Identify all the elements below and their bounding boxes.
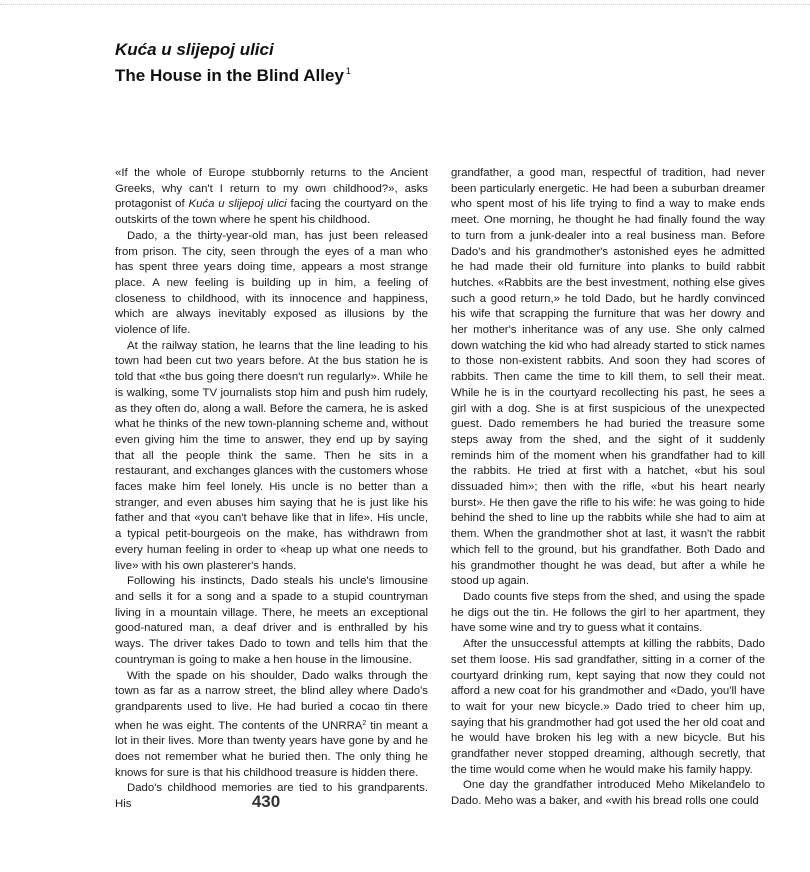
italic-film-title: Kuća u slijepoj ulici xyxy=(188,198,287,211)
title-english xyxy=(115,60,351,87)
article-heading xyxy=(115,40,351,87)
page-number: 430 xyxy=(251,792,281,811)
title-original: Kuća u slijepoj ulici xyxy=(115,40,274,59)
top-rule xyxy=(0,4,810,5)
paragraph: One day the grandfather introduced Meho Mikelanđelo to Dado. Meho was a baker, and «with his bread rolls one could xyxy=(451,779,765,808)
paragraph-text: tin meant a lot in their lives. More than twenty years have gone by and he does not remember what he buried then. The only thing he knows for sure is that his childhood treasure is hidden there. xyxy=(115,719,428,779)
paragraph: Dado, a the thirty-year-old man, has just been released from prison. The city, seen through the eyes of a man who has spent three years doing time, appears a most strange place. A new feeling is building up in him, a feeling of closeness to childhood, with its innocence and happiness, which are always inevitably exposed as illusions by the violence of life. xyxy=(115,229,428,337)
paragraph: Dado counts five steps from the shed, and using the spade he digs out the tin. He follows the girl to her apartment, they have some wine and try to guess what it contains. xyxy=(451,590,765,635)
footnote-marker: 2 xyxy=(362,719,367,727)
paragraph-text: With the spade on his shoulder, Dado walks through the town as far as a narrow street, the blind alley where Dado's grandparents used to live. He had buried a cocao tin there when he was eight. The contents of the UNRRA xyxy=(115,669,428,732)
paragraph-text: «If the whole of Europe stubbornly returns to the Ancient Greeks, why can't I return to my own childhood?», asks protagonist of xyxy=(115,167,428,211)
paragraph: At the railway station, he learns that the line leading to his town had been cut two years before. At the bus station he is told that «the bus going there doesn't run regularly». While he is walking, some TV journalists stop him and push him rudely, as they often do, along a wall. Before the camera, he is asked what he thinks of the new town-planning scheme and, without even giving him the time to answer, they end up by saying that all the people think the same. Then he sits in a restaurant, and exchanges glances with the customers whose faces make him feel lonely. His uncle is no better than a stranger, and even abuses him saying that he is just like his father and that «you can't behave like that in life». His uncle, a typical petit-bourgeois on the make, has withdrawn from every human feeling in order to «heap up what one needs to live» with his own plasterer's hands. xyxy=(115,339,428,572)
text-column-left xyxy=(115,166,428,813)
paragraph-text: facing the courtyard on the outskirts of the town where he spent his childhood. xyxy=(115,198,429,227)
title-english-text: The House in the Blind Alley xyxy=(115,66,344,85)
paragraph xyxy=(115,669,428,782)
text-column-right xyxy=(451,166,765,810)
paragraph xyxy=(115,166,428,229)
paragraph: After the unsuccessful attempts at killing the rabbits, Dado set them loose. His sad grandfather, sitting in a corner of the courtyard drinking rum, kept saying that now they could not afford a new coat for his grandmother and «Dado, you'll have to wait for your new bicycle.» Dado tried to cheer him up, saying that his grandmother had got used the her old coat and he would have broken his leg with a new bicycle. But his grandfather never stopped dreaming, although secretly, that the time would come when he would make his family happy. xyxy=(451,638,765,776)
paragraph: Dado's childhood memories are tied to his grandparents. His xyxy=(115,782,428,811)
paragraph: Following his instincts, Dado steals his uncle's limousine and sells it for a song and a spade to a stupid countryman living in a mountain village. There, he meets an exceptional good-natured man, a deaf driver and is enthralled by his ways. The driver takes Dado to town and tells him that the countryman is going to make a hen house in the limousine. xyxy=(115,575,428,666)
footnote-marker: 1 xyxy=(345,66,351,76)
paragraph: grandfather, a good man, respectful of tradition, had never been particularly energetic. He had been a suburban dreamer who spent most of his life trying to find a way to make ends meet. One morning, he thought he had finally found the way to turn from a junk-dealer into a real business man. Before Dado's and his grandmother's astonished eyes he admitted he had made their old furniture into planks to build rabbit hutches. «Rabbits are the best investment, nothing else gives such a good return,» he told Dado, but he hardly convinced his wife that scrapping the furniture that was her dowry and her mother's inheritance was of any use. She only calmed down watching the kid who had already started to stick names to those non-existent rabbits. And soon they had scores of rabbits. Then came the time to kill them, to sell their meat. While he is in the courtyard recollecting his past, he sees a girl with a dog. She is at first suspicious of the unexpected guest. Dado remembers he had buried the treasure some steps away from the shed, and the sight of it suddenly reminds him of the moment when his grandfather had to kill the rabbits. He tried at first with a hatchet, «but his soul dissuaded him»; then with the rifle, «but his heart nearly burst». He then gave the rifle to his wife: he was going to hide behind the shed to line up the rabbits while she had to aim at them. When the grandmother shot at last, it wasn't the rabbit which fell to the ground, but his grandfather. Both Dado and his grandmother thought he was dead, but after a while he stood up again. xyxy=(451,167,765,588)
